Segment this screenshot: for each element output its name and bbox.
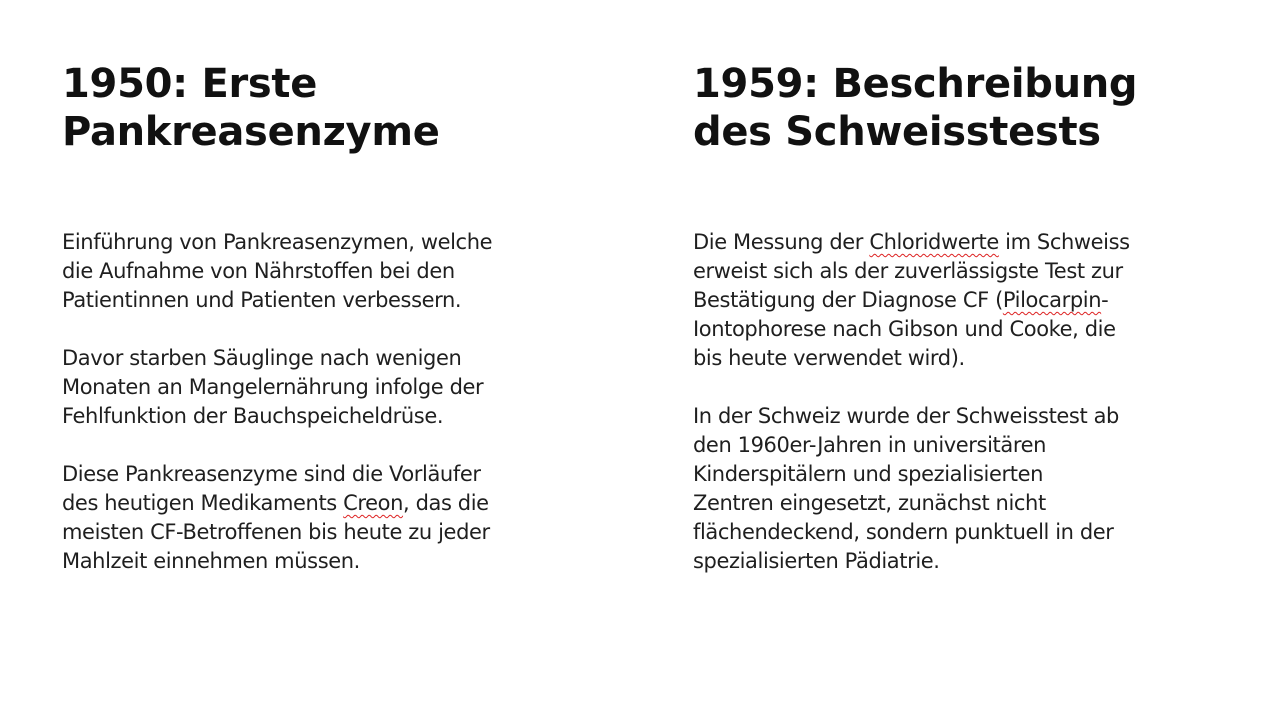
right-column <box>693 60 1193 573</box>
paragraph-gap <box>62 431 562 460</box>
right-p1-line: Iontophorese nach Gibson und Cooke, die <box>693 317 1116 341</box>
right-body <box>693 228 1193 576</box>
left-p1-line: Einführung von Pankreasenzymen, welche <box>62 230 493 254</box>
text-segment: Die Messung der <box>693 230 870 254</box>
text-segment: - <box>1101 288 1109 312</box>
right-p1-line: bis heute verwendet wird). <box>693 346 965 370</box>
right-p1-line: erweist sich als der zuverlässigste Test zur <box>693 259 1123 283</box>
right-p1-line <box>693 286 1193 315</box>
paragraph-gap <box>693 373 1193 402</box>
left-p3-line <box>62 489 562 518</box>
left-p3-line: Diese Pankreasenzyme sind die Vorläufer <box>62 462 481 486</box>
left-heading-line-2: Pankreasenzyme <box>62 109 440 155</box>
right-p2-line: den 1960er-Jahren in universitären <box>693 433 1047 457</box>
spellcheck-word-pilocarpin[interactable]: Pilocarpin <box>1002 288 1102 312</box>
left-p1-line: die Aufnahme von Nährstoffen bei den <box>62 259 455 283</box>
left-body <box>62 228 562 576</box>
left-p3-line: meisten CF-Betroffenen bis heute zu jeder <box>62 520 490 544</box>
left-column <box>62 60 562 573</box>
left-heading-line-1: 1950: Erste <box>62 61 318 107</box>
right-heading <box>693 60 1193 160</box>
left-p2-line: Monaten an Mangelernährung infolge der <box>62 375 484 399</box>
right-p2-line: flächendeckend, sondern punktuell in der <box>693 520 1114 544</box>
right-p2-line: spezialisierten Pädiatrie. <box>693 549 940 573</box>
left-p3-line: Mahlzeit einnehmen müssen. <box>62 549 360 573</box>
right-p2-line: Kinderspitälern und spezialisierten <box>693 462 1044 486</box>
left-p2-line: Davor starben Säuglinge nach wenigen <box>62 346 462 370</box>
right-heading-line-1: 1959: Beschreibung <box>693 61 1138 107</box>
text-segment: des heutigen Medikaments <box>62 491 344 515</box>
text-segment: , das die <box>403 491 489 515</box>
right-p1-line <box>693 228 1193 257</box>
left-p2-line: Fehlfunktion der Bauchspeicheldrüse. <box>62 404 444 428</box>
text-segment: Bestätigung der Diagnose CF ( <box>693 288 1003 312</box>
right-p2-line: In der Schweiz wurde der Schweisstest ab <box>693 404 1119 428</box>
left-p1-line: Patientinnen und Patienten verbessern. <box>62 288 462 312</box>
left-heading <box>62 60 562 160</box>
right-p2-line: Zentren eingesetzt, zunächst nicht <box>693 491 1046 515</box>
right-heading-line-2: des Schweisstests <box>693 109 1101 155</box>
text-segment: im Schweiss <box>998 230 1130 254</box>
paragraph-gap <box>62 315 562 344</box>
spellcheck-word-creon[interactable]: Creon <box>343 491 404 515</box>
spellcheck-word-chloridwerte[interactable]: Chloridwerte <box>869 230 999 254</box>
